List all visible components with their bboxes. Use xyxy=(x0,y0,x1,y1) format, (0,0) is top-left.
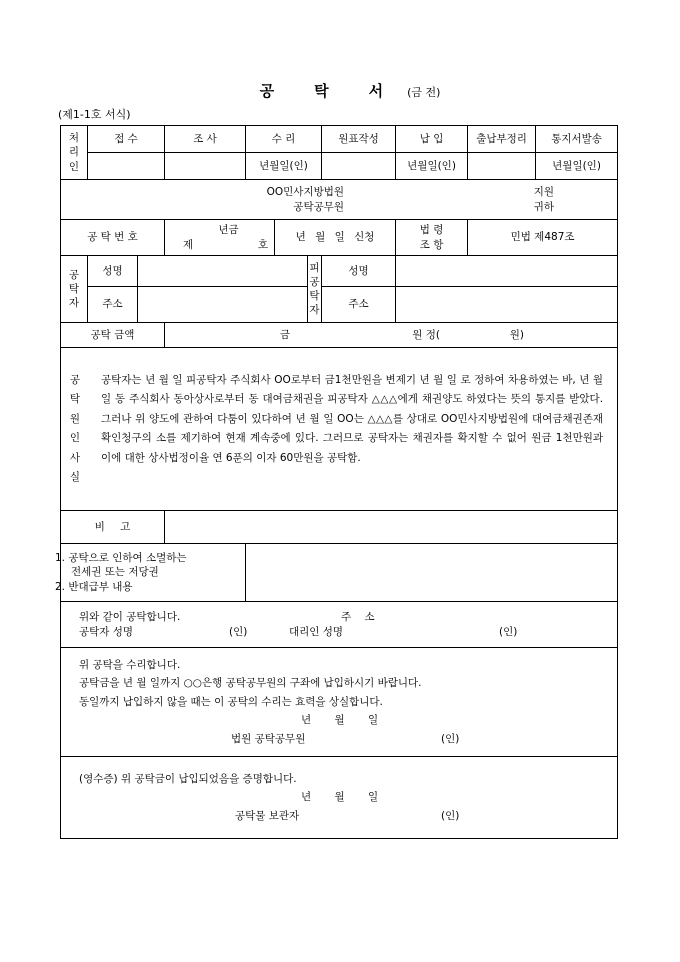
date-cell-receive xyxy=(88,153,165,180)
application-date: 년 월 일 신청 xyxy=(275,220,396,256)
depositor-address-field xyxy=(138,287,308,323)
document-title xyxy=(0,80,680,101)
header-notice: 통지서발송 xyxy=(536,126,618,153)
court-address: OO민사지방법원 지원 공탁공무원 귀하 xyxy=(61,180,618,220)
deposit-number-label: 공 탁 번 호 xyxy=(61,220,165,256)
title-suffix: (금 전) xyxy=(407,86,441,99)
header-account: 출납부정리 xyxy=(468,126,536,153)
remarks-label: 비 고 xyxy=(61,511,165,544)
date-cell-accept: 년월일(인) xyxy=(246,153,322,180)
payment-receipt: (영수증) 위 공탁금이 납입되었음을 증명합니다. 년 월 일 공탁물 보관자 (인) xyxy=(61,757,618,839)
deposit-cause-facts xyxy=(61,348,618,511)
depositee-label: 피 공 탁 자 xyxy=(308,256,322,323)
date-cell-review xyxy=(165,153,246,180)
depositor-name-label: 성명 xyxy=(88,256,138,287)
date-cell-ledger xyxy=(322,153,396,180)
depositee-address-field xyxy=(396,287,618,323)
law-value: 민법 제487조 xyxy=(468,220,618,256)
depositor-address-label: 주소 xyxy=(88,287,138,323)
facts-label: 공 탁 원 인 사 실 xyxy=(69,373,81,483)
amount-label: 공탁 금액 xyxy=(61,323,165,348)
header-payment: 납 입 xyxy=(396,126,468,153)
deposit-request: 위와 같이 공탁합니다. 주 소 공탁자 성명 (인) 대리인 성명 (인) xyxy=(61,602,618,648)
depositee-address-label: 주소 xyxy=(322,287,396,323)
depositor-name-field xyxy=(138,256,308,287)
header-receive: 접 수 xyxy=(88,126,165,153)
processor-label: 처 리 인 xyxy=(61,126,88,180)
depositee-name-field xyxy=(396,256,618,287)
facts-text: 공탁자는 년 월 일 피공탁자 주식회사 OO로부터 금1천만원을 변제기 년 월 일 로 정하여 차용하였는 바, 년 월 일 동 주식회사 동아상사로부터 동 대여금채권을 피공탁자 △△△에게 채권양도 하였다는 뜻의 통지를 받았다. 그러나 위 양도에 관하여 다툼이 있다하여 년 월 일 OO는 △△△를 상대로 OO민사지방법원에 대여금채권존재확인청구의 소를 제기하여 현재 계속중에 있다. 그러므로 공탁자는 채권자를 확지할 수 없어 원금 1천만원과 이에 대한 상사법정이율 연 6푼의 이자 60만원을 공탁함. xyxy=(101,373,604,464)
header-accept: 수 리 xyxy=(246,126,322,153)
header-review: 조 사 xyxy=(165,126,246,153)
date-cell-payment: 년월일(인) xyxy=(396,153,468,180)
title-char-3: 서 xyxy=(368,82,384,100)
law-label: 법 령 조 항 xyxy=(396,220,468,256)
deposit-acceptance: 위 공탁을 수리합니다. 공탁금을 년 월 일까지 ○○은행 공탁공무원의 구좌에 납입하시기 바랍니다. 동일까지 납입하지 않을 때는 이 공탁의 수리는 효력을 상실합니다. 년 월 일 법원 공탁공무원 (인) xyxy=(61,648,618,757)
depositee-name-label: 성명 xyxy=(322,256,396,287)
amount-value: 금 원 정( 원) xyxy=(165,323,618,348)
deposit-number-value: 년금 제 호 xyxy=(165,220,275,256)
header-ledger: 원표작성 xyxy=(322,126,396,153)
deposit-form-table xyxy=(55,125,618,839)
extinct-rights-label: 1. 공탁으로 인하여 소멸하는 전세권 또는 저당권 2. 반대급부 내용 xyxy=(61,544,246,602)
extinct-rights-field xyxy=(246,544,618,602)
title-char-1: 공 xyxy=(259,82,275,100)
date-cell-account xyxy=(468,153,536,180)
depositor-label: 공 탁 자 xyxy=(61,256,88,323)
title-char-2: 탁 xyxy=(314,82,329,100)
remarks-field xyxy=(165,511,618,544)
date-cell-notice: 년월일(인) xyxy=(536,153,618,180)
form-number: (제1-1호 서식) xyxy=(58,108,131,121)
